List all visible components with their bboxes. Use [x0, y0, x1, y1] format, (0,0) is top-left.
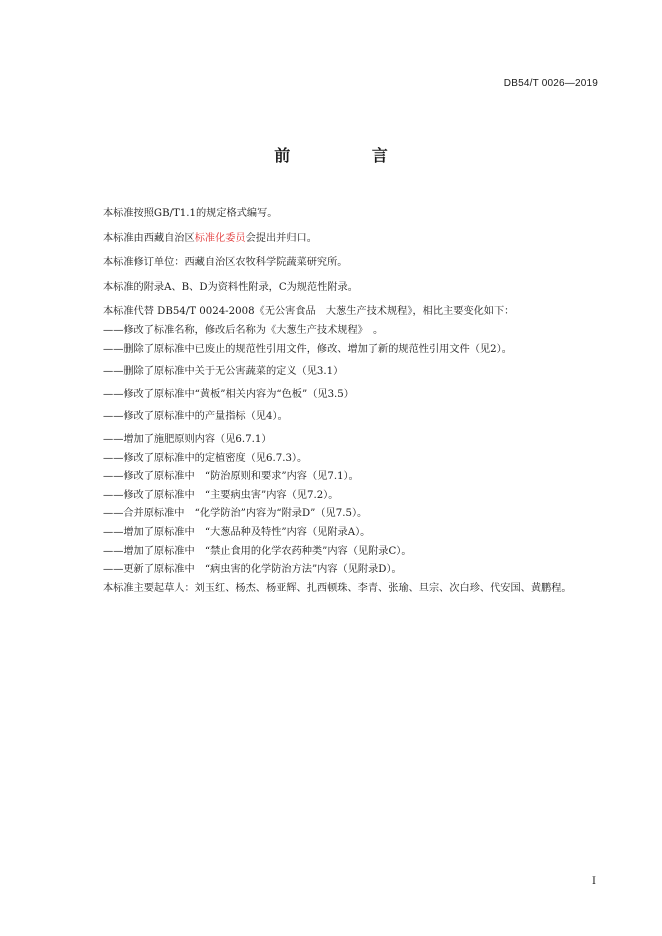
page-number: I: [592, 876, 596, 887]
change-item: ——修改了原标准中“黄板”相关内容为“色板”（见3.5）: [103, 388, 354, 400]
document-code: DB54/T 0026—2019: [503, 78, 598, 89]
change-item: ——更新了原标准中 “病虫害的化学防治方法”内容（见附录D）。: [103, 564, 402, 576]
change-item: ——增加了施肥原则内容（见6.7.1）: [103, 433, 272, 445]
change-item: ——合并原标准中 “化学防治”内容为“附录D”（见7.5）。: [103, 508, 368, 520]
paragraph-proposer: [88, 230, 602, 249]
change-item: ——增加了原标准中 “大葱品种及特性”内容（见附录A）。: [103, 526, 371, 538]
change-item: ——增加了原标准中 “禁止食用的化学农药种类”内容（见附录C）。: [103, 545, 412, 557]
proposer-text-after: 会提出并归口。: [245, 232, 317, 244]
paragraph-drafters: 本标准主要起草人：刘玉红、杨杰、杨亚辉、扎西顿珠、李青、张瑜、旦宗、次白珍、代安国、黄鹏程。: [103, 582, 572, 594]
change-item: ——修改了原标准中 “防治原则和要求”内容（见7.1）。: [103, 471, 359, 483]
document-body: [88, 205, 602, 598]
change-item: ——修改了原标准中 “主要病虫害”内容（见7.2）。: [103, 489, 339, 501]
paragraph-appendix: 本标准的附录A、B、D为资料性附录，C为规范性附录。: [103, 281, 358, 293]
proposer-highlight: 标准化委员: [194, 232, 246, 244]
change-item: ——修改了原标准中的定植密度（见6.7.3）。: [103, 452, 308, 464]
paragraph-format: 本标准按照GB/T1.1的规定格式编写。: [103, 208, 278, 219]
change-item: ——删除了原标准中已废止的规范性引用文件，修改、增加了新的规范性引用文件（见2）。: [103, 343, 512, 355]
change-item: ——修改了原标准中的产量指标（见4）。: [103, 411, 288, 423]
change-item: ——删除了原标准中关于无公害蔬菜的定义（见3.1）: [103, 366, 344, 378]
paragraph-revising-unit: 本标准修订单位：西藏自治区农牧科学院蔬菜研究所。: [103, 257, 348, 269]
paragraph-replaces: 本标准代替 DB54/T 0024-2008《无公害食品 大葱生产技术规程》，相比主要变化如下：: [103, 306, 515, 318]
proposer-text-before: 本标准由西藏自治区: [103, 232, 195, 244]
page-title: 前 言: [274, 146, 426, 165]
change-item: ——修改了标准名称，修改后名称为《大葱生产技术规程》 。: [103, 324, 384, 336]
